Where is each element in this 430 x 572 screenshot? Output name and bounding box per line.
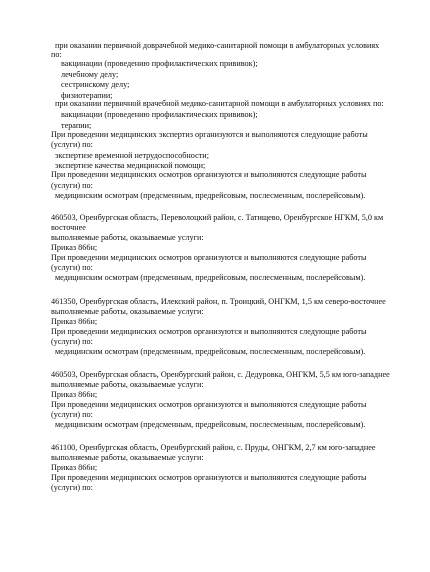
text-line: (услуги) по: bbox=[51, 263, 93, 272]
text-line: физиотерапии; bbox=[61, 91, 113, 100]
text-line: 461350, Оренбургская область, Илекский район, п. Троицкий, ОНГКМ, 1,5 км северо-восточнее bbox=[51, 297, 386, 306]
text-line: выполняемые работы, оказываемые услуги: bbox=[51, 453, 204, 462]
text-line: При проведении медицинских экспертиз организуются и выполняются следующие работы bbox=[51, 130, 368, 139]
text-line: (услуги) по: bbox=[51, 181, 93, 190]
text-line: 460503, Оренбургская область, Оренбургский район, с. Дедуровка, ОНГКМ, 5,5 км юго-западнее bbox=[51, 370, 390, 379]
text-line: (услуги) по: bbox=[51, 337, 93, 346]
text-line: (услуги) по: bbox=[51, 140, 93, 149]
text-line: экспертизе качества медицинской помощи; bbox=[55, 161, 206, 170]
text-line: 460503, Оренбургская область, Переволоцкий район, с. Татищево, Оренбургское НГКМ, 5,0 км bbox=[51, 213, 384, 222]
text-line: терапии; bbox=[61, 121, 92, 130]
text-line: (услуги) по: bbox=[51, 483, 93, 492]
text-line: Приказ 866н; bbox=[51, 317, 98, 326]
text-line: вакцинации (проведению профилактических прививок); bbox=[61, 110, 258, 119]
text-line: по: bbox=[51, 50, 62, 59]
text-line: 461100, Оренбургская область, Оренбургский район, с. Пруды, ОНГКМ, 2,7 км юго-западнее bbox=[51, 443, 376, 452]
text-line: выполняемые работы, оказываемые услуги: bbox=[51, 233, 204, 242]
text-line: восточнее bbox=[51, 223, 86, 232]
text-line: При проведении медицинских осмотров организуются и выполняются следующие работы bbox=[51, 170, 367, 179]
text-line: медицинским осмотрам (предсменным, предрейсовым, послесменным, послерейсовым). bbox=[55, 191, 366, 200]
text-line: При проведении медицинских осмотров организуются и выполняются следующие работы bbox=[51, 253, 367, 262]
text-line: Приказ 866н; bbox=[51, 243, 98, 252]
text-line: лечебному делу; bbox=[61, 70, 119, 79]
text-line: вакцинации (проведению профилактических прививок); bbox=[61, 59, 258, 68]
text-line: выполняемые работы, оказываемые услуги: bbox=[51, 307, 204, 316]
text-line: при оказании первичной доврачебной медико-санитарной помощи в амбулаторных условиях bbox=[55, 41, 380, 50]
text-line: выполняемые работы, оказываемые услуги: bbox=[51, 380, 204, 389]
text-line: Приказ 866н; bbox=[51, 463, 98, 472]
text-line: при оказании первичной врачебной медико-санитарной помощи в амбулаторных условиях по: bbox=[55, 99, 384, 108]
text-line: (услуги) по: bbox=[51, 410, 93, 419]
text-line: медицинским осмотрам (предсменным, предрейсовым, послесменным, послерейсовым). bbox=[55, 273, 366, 282]
text-line: Приказ 866н; bbox=[51, 390, 98, 399]
text-line: медицинским осмотрам (предсменным, предрейсовым, послесменным, послерейсовым). bbox=[55, 347, 366, 356]
text-line: сестринскому делу; bbox=[61, 80, 130, 89]
text-line: При проведении медицинских осмотров организуются и выполняются следующие работы bbox=[51, 327, 367, 336]
text-line: медицинским осмотрам (предсменным, предрейсовым, послесменным, послерейсовым). bbox=[55, 420, 366, 429]
text-line: При проведении медицинских осмотров организуются и выполняются следующие работы bbox=[51, 400, 367, 409]
text-line: экспертизе временной нетрудоспособности; bbox=[55, 151, 209, 160]
text-line: При проведении медицинских осмотров организуются и выполняются следующие работы bbox=[51, 473, 367, 482]
